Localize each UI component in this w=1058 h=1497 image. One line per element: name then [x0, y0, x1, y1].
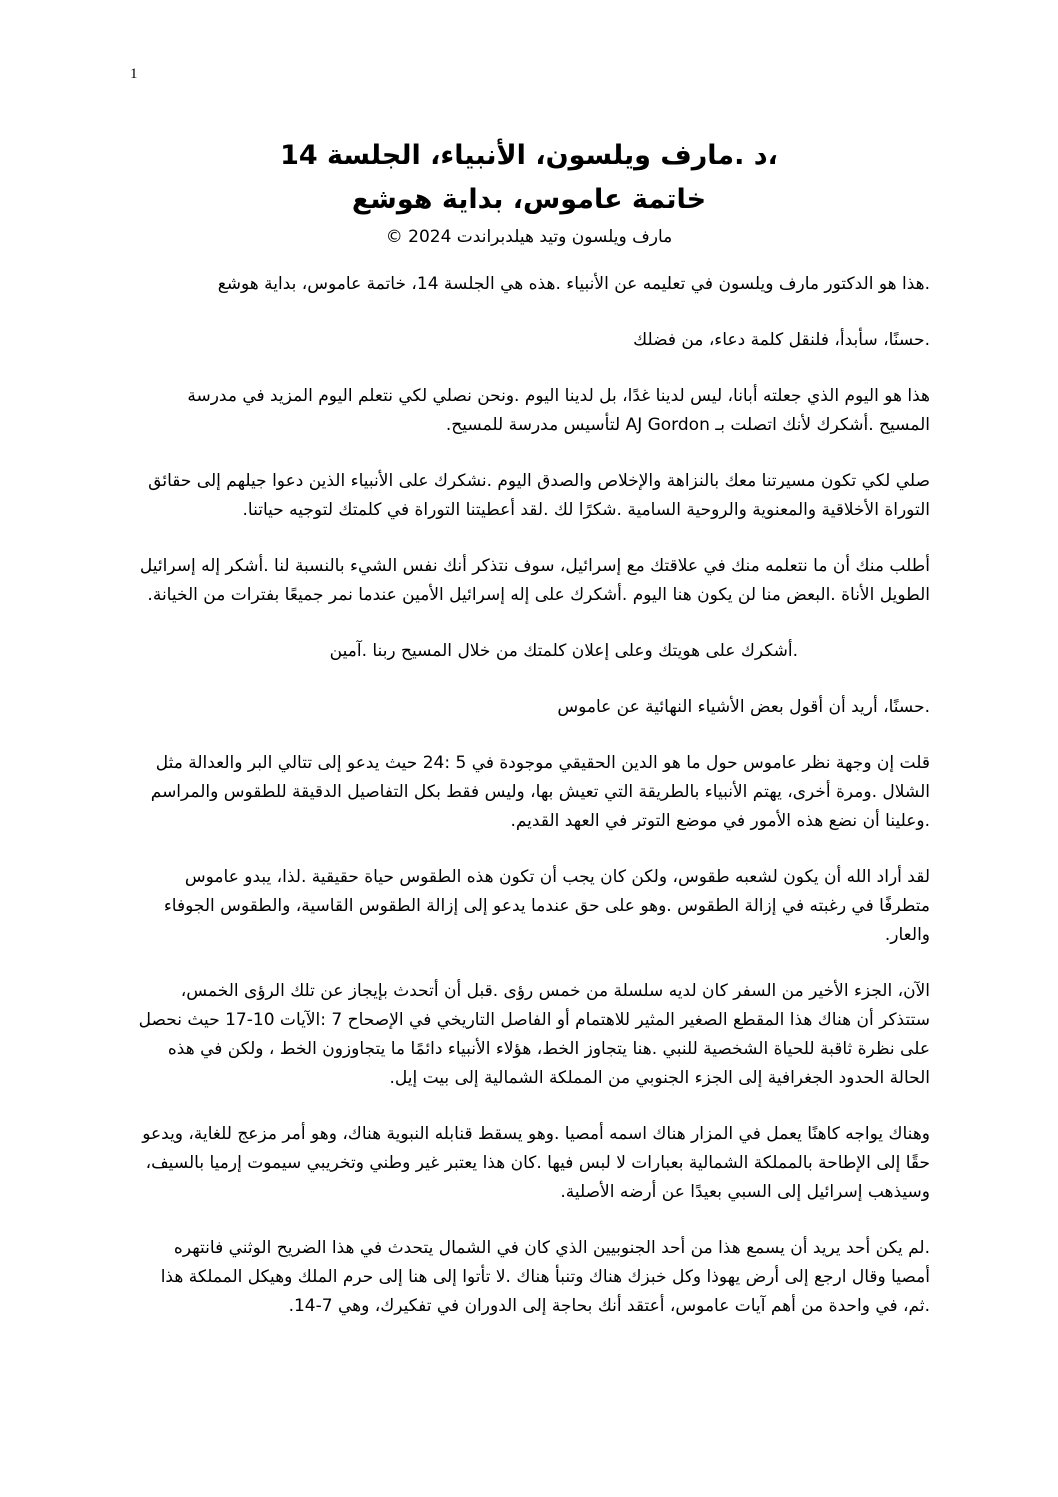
paragraph: .أشكرك على هويتك وعلى إعلان كلمتك من خلال المسيح ربنا .آمين: [329, 641, 798, 661]
paragraph: أطلب منك أن ما نتعلمه منك في علاقتك مع إسرائيل، سوف نتذكر أنك نفس الشيء بالنسبة لنا .أشكر إله إسرائيل الطويل الأناة .البعض منا لن يكون هنا اليوم .أشكرك على إله إسرائيل الأمين عندما نمر جميعًا بفترات من الخيانة.: [139, 556, 930, 605]
paragraph: .حسنًا، سأبدأ، فلنقل كلمة دعاء، من فضلك: [633, 330, 930, 350]
page-number: 1: [130, 66, 138, 82]
document-title-line-2: خاتمة عاموس، بداية هوشع: [351, 184, 707, 215]
paragraph: الآن، الجزء الأخير من السفر كان لديه سلسلة من خمس رؤى .قبل أن أتحدث بإيجاز عن تلك الرؤى الخمس، ستتذكر أن هناك هذا المقطع الصغير المثير للاهتمام أو الفاصل التاريخي في الإصحاح 7 :الآيات 10-17 حيث نحصل على نظرة ثاقبة للحياة الشخصية للنبي .هنا يتجاوز الخط، هؤلاء الأنبياء دائمًا ما يتجاوزون الخط ، ولكن في هذه الحالة الحدود الجغرافية إلى الجزء الجنوبي من المملكة الشمالية إلى بيت إيل.: [138, 981, 930, 1088]
paragraph: وهناك يواجه كاهنًا يعمل في المزار هناك اسمه أمصيا .وهو يسقط قنابله النبوية هناك، وهو أمر مزعج للغاية، ويدعو حقًا إلى الإطاحة بالمملكة الشمالية بعبارات لا لبس فيها .كان هذا يعتبر غير وطني وتخريبي سيموت إرميا بالسيف، وسيذهب إسرائيل إلى السبي بعيدًا عن أرضه الأصلية.: [142, 1124, 930, 1202]
paragraph: .لم يكن أحد يريد أن يسمع هذا من أحد الجنوبيين الذي كان في الشمال يتحدث في هذا الضريح الوثني فانتهره أمصيا وقال ارجع إلى أرض يهوذا وكل خبزك هناك وتنبأ هناك .لا تأتوا إلى هنا إلى حرم الملك وهيكل المملكة هذا .ثم، في واحدة من أهم آيات عاموس، أعتقد أنك بحاجة إلى الدوران في تفكيرك، وهي 7-14.: [160, 1238, 930, 1316]
paragraph: هذا هو اليوم الذي جعلته أبانا، ليس لدينا غدًا، بل لدينا اليوم .ونحن نصلي لكي نتعلم اليوم المزيد في مدرسة المسيح .أشكرك لأنك اتصلت بـ AJ Gordon لتأسيس مدرسة للمسيح.: [187, 386, 930, 435]
paragraph: صلي لكي تكون مسيرتنا معك بالنزاهة والإخلاص والصدق اليوم .نشكرك على الأنبياء الذين دعوا جيلهم إلى حقائق التوراة الأخلاقية والمعنوية والروحية السامية .شكرًا لك .لقد أعطيتنا التوراة في كلمتك لتوجيه حياتنا.: [148, 471, 930, 520]
copyright-line: مارف ويلسون وتيد هيلدبراندت 2024 ©: [385, 227, 673, 247]
transcript-body: [132, 270, 930, 1348]
paragraph: لقد أراد الله أن يكون لشعبه طقوس، ولكن كان يجب أن تكون هذه الطقوس حياة حقيقية .لذا، يبدو عاموس متطرفًا في رغبته في إزالة الطقوس .وهو على حق عندما يدعو إلى إزالة الطقوس القاسية، والطقوس الجوفاء والعار.: [163, 867, 930, 945]
title-block: [120, 134, 938, 250]
paragraph: .حسنًا، أريد أن أقول بعض الأشياء النهائية عن عاموس: [557, 697, 930, 717]
paragraph: .هذا هو الدكتور مارف ويلسون في تعليمه عن الأنبياء .هذه هي الجلسة 14، خاتمة عاموس، بداية هوشع: [217, 274, 930, 294]
paragraph: قلت إن وجهة نظر عاموس حول ما هو الدين الحقيقي موجودة في 5 :24 حيث يدعو إلى تتالي البر والعدالة مثل الشلال .ومرة أخرى، يهتم الأنبياء بالطريقة التي تعيش بها، وليس فقط بكل التفاصيل الدقيقة للطقوس والمراسم .وعلينا أن نضع هذه الأمور في موضع التوتر في العهد القديم.: [150, 753, 930, 831]
document-title-line-1: ،د .مارف ويلسون، الأنبياء، الجلسة 14: [280, 140, 778, 171]
